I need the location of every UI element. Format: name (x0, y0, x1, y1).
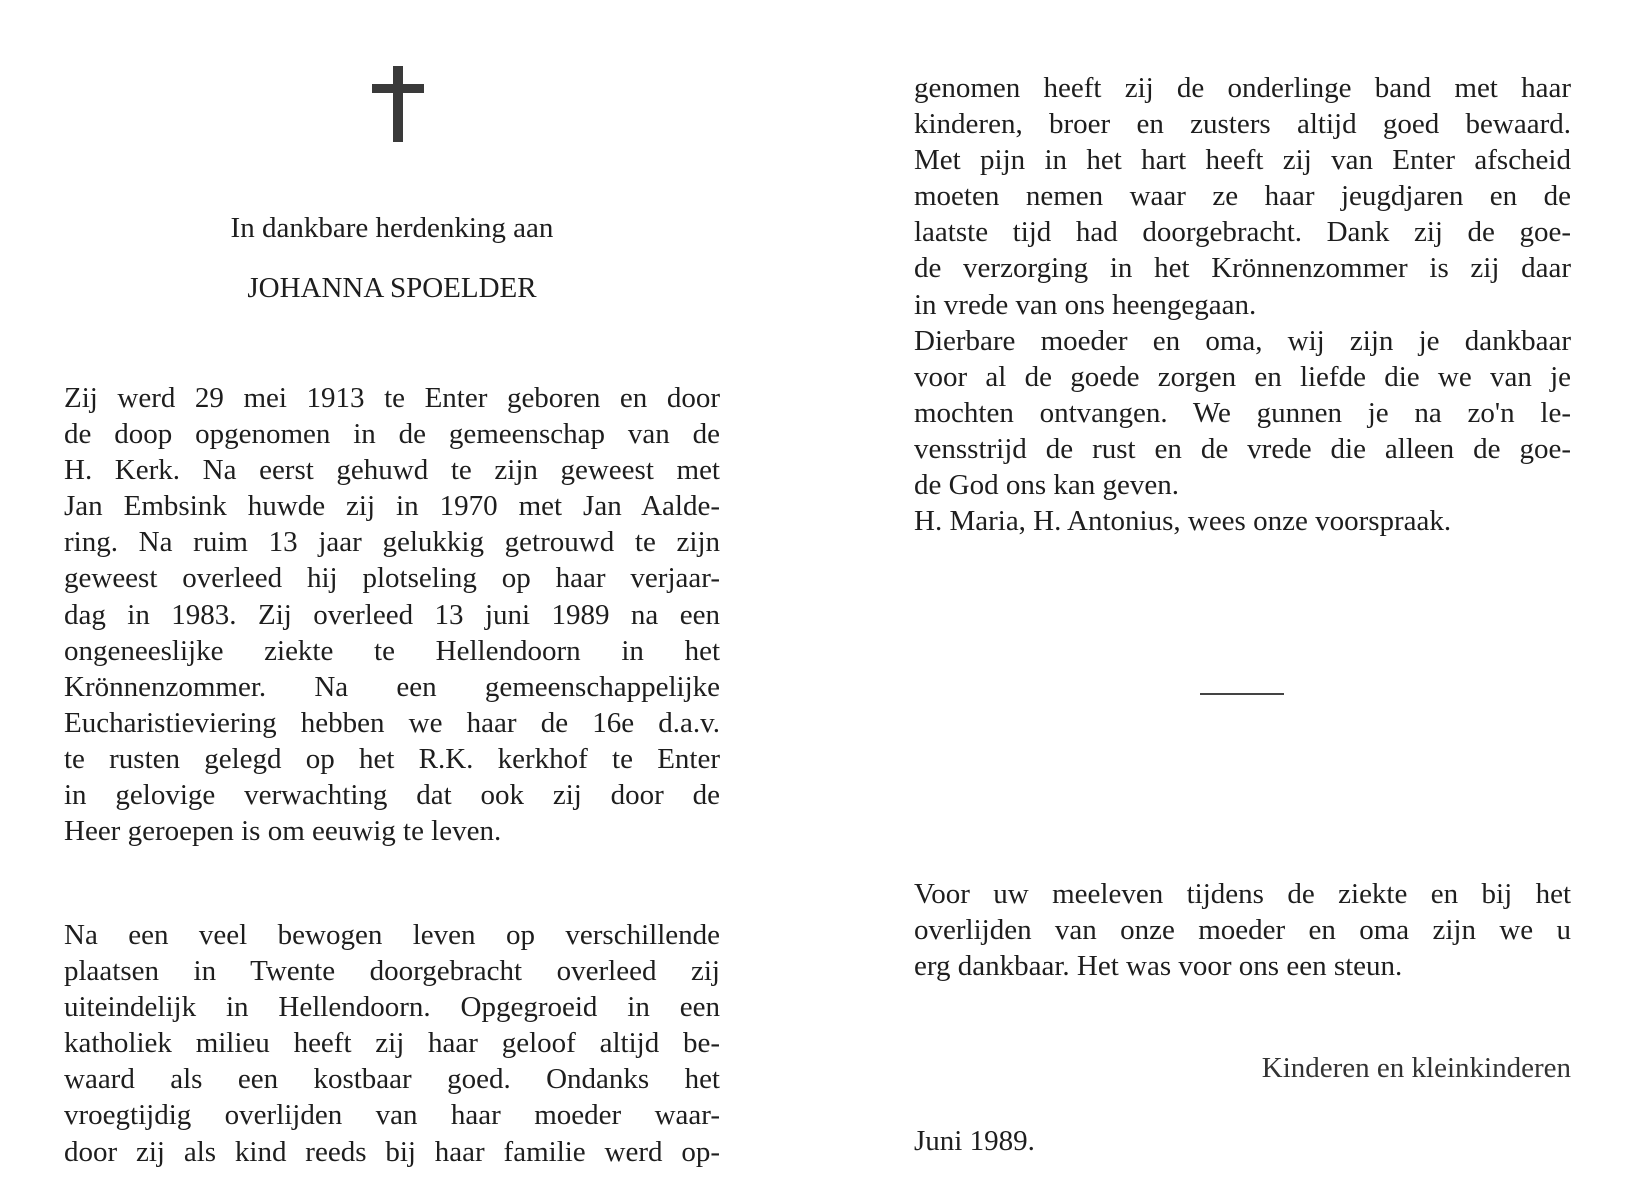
text-line: te rusten gelegd op het R.K. kerkhof te Enter (64, 742, 720, 775)
text-line: H. Kerk. Na eerst gehuwd te zijn geweest met (64, 454, 720, 487)
text-line: uiteindelijk in Hellendoorn. Opgegroeid in een (64, 991, 720, 1024)
text-line: Jan Embsink huwde zij in 1970 met Jan Aalde- (64, 490, 720, 523)
text-line: Met pijn in het hart heeft zij van Enter afscheid (914, 144, 1571, 177)
text-line: H. Maria, H. Antonius, wees onze voorspraak. (914, 505, 1452, 538)
text-line: katholiek milieu heeft zij haar geloof altijd be- (64, 1027, 720, 1060)
cross-icon (372, 66, 424, 142)
text-line: in gelovige verwachting dat ook zij door de (64, 779, 720, 812)
text-line: voor al de goede zorgen en liefde die we van je (914, 360, 1571, 393)
text-line: de doop opgenomen in de gemeenschap van de (64, 418, 720, 451)
farewell-paragraph (914, 70, 1571, 539)
text-line: dag in 1983. Zij overleed 13 juni 1989 na een (64, 598, 720, 631)
text-line: Eucharistieviering hebben we haar de 16e d.a.v. (64, 706, 720, 739)
text-line: Voor uw meeleven tijdens de ziekte en bij het (914, 878, 1571, 910)
date: Juni 1989. (914, 1125, 1035, 1157)
text-line: waard als een kostbaar goed. Ondanks het (64, 1063, 720, 1096)
text-line: Dierbare moeder en oma, wij zijn je dankbaar (914, 324, 1571, 357)
text-line: kinderen, broer en zusters altijd goed bewaard. (914, 108, 1571, 141)
biography-paragraph (64, 380, 720, 849)
text-line: vroegtijdig overlijden van haar moeder waar- (64, 1099, 720, 1132)
divider (1200, 693, 1284, 695)
text-line: genomen heeft zij de onderlinge band met haar (914, 72, 1571, 104)
text-line: ongeneeslijke ziekte te Hellendoorn in het (64, 634, 720, 667)
life-paragraph (64, 917, 720, 1170)
text-line: in vrede van ons heengegaan. (914, 288, 1257, 321)
text-line: de verzorging in het Krönnenzommer is zij daar (914, 252, 1571, 285)
text-line: geweest overleed hij plotseling op haar verjaar- (64, 562, 720, 595)
text-line: Na een veel bewogen leven op verschillende (64, 919, 720, 951)
text-line: vensstrijd de rust en de vrede die alleen de goe- (914, 432, 1571, 465)
text-line: overlijden van onze moeder en oma zijn we u (914, 914, 1571, 947)
text-line: laatste tijd had doorgebracht. Dank zij de goe- (914, 216, 1571, 249)
thanks-paragraph (914, 876, 1571, 984)
text-line: mochten ontvangen. We gunnen je na zo'n le- (914, 396, 1571, 429)
signature: Kinderen en kleinkinderen (1261, 1052, 1571, 1084)
text-line: Krönnenzommer. Na een gemeenschappelijke (64, 670, 720, 703)
text-line: door zij als kind reeds bij haar familie werd op- (64, 1135, 720, 1168)
text-line: de God ons kan geven. (914, 469, 1179, 502)
text-line: Zij werd 29 mei 1913 te Enter geboren en door (64, 382, 720, 414)
deceased-name: JOHANNA SPOELDER (247, 272, 537, 304)
text-line: plaatsen in Twente doorgebracht overleed zij (64, 955, 720, 988)
text-line: moeten nemen waar ze haar jeugdjaren en de (914, 180, 1571, 213)
text-line: ring. Na ruim 13 jaar gelukkig getrouwd te zijn (64, 526, 720, 559)
text-line: erg dankbaar. Het was voor ons een steun. (914, 950, 1403, 983)
text-line: Heer geroepen is om eeuwig te leven. (64, 815, 502, 848)
dedication-heading: In dankbare herdenking aan (230, 212, 554, 244)
